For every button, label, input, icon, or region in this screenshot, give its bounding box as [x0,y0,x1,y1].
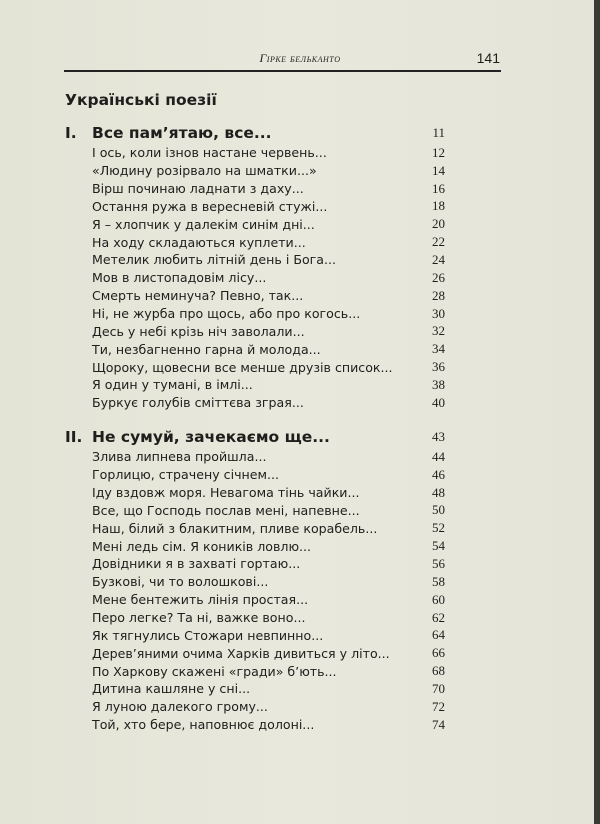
entry-title: Довідники я в захваті гортаю... [92,556,301,572]
entry-title: Мов в листопадовім лісу... [92,270,267,286]
entry-title: Ні, не журба про щось, або про когось... [92,306,361,322]
toc-entry[interactable] [65,555,445,573]
toc-entry[interactable] [65,680,445,698]
book-title: Українські поезії [65,91,217,109]
entry-title: Ти, незбагненно гарна й молода... [92,341,321,357]
entry-page: 22 [432,234,445,250]
section-heading[interactable] [65,426,445,448]
toc-entry[interactable] [65,716,445,734]
toc-entry[interactable] [65,537,445,555]
toc-entry[interactable] [65,251,445,269]
toc-entry[interactable] [65,162,445,180]
entry-page: 46 [432,466,445,482]
entry-page: 54 [432,538,445,554]
entry-page: 50 [432,502,445,518]
entry-title: Я луною далекого грому... [92,699,268,715]
entry-page: 66 [432,645,445,661]
entry-title: На ходу складаються куплети... [92,234,306,250]
toc-entry[interactable] [65,305,445,323]
entry-page: 36 [432,359,445,375]
entry-title: І ось, коли ізнов настане червень... [92,145,327,161]
entry-title: Все, що Господь послав мені, напевне... [92,502,360,518]
running-title: Гірке бельканто [259,51,341,65]
entry-title: Дерев’яними очима Харків дивиться у літо... [92,645,390,661]
entry-title: Метелик любить літній день і Бога... [92,252,337,268]
entry-title: Остання ружа в вересневій стужі... [92,198,328,214]
entry-title: Я один у тумані, в імлі... [92,377,253,393]
entry-page: 18 [432,198,445,214]
entry-page: 58 [432,573,445,589]
entry-page: 52 [432,520,445,536]
section-numeral: II. [65,428,83,446]
toc-entry[interactable] [65,340,445,358]
entry-title: Той, хто бере, наповнює долоні... [92,717,315,733]
toc-entry[interactable] [65,376,445,394]
toc-entry[interactable] [65,358,445,376]
entry-page: 64 [432,627,445,643]
section-page: 11 [432,125,445,140]
toc-entry[interactable] [65,573,445,591]
entry-page: 72 [432,698,445,714]
entry-page: 48 [432,484,445,500]
toc-entry[interactable] [65,198,445,216]
section-title: Все пам’ятаю, все... [92,124,272,142]
entry-title: Смерть неминуча? Певно, так... [92,288,304,304]
entry-title: Бузкові, чи то волошкові... [92,574,269,590]
entry-title: Злива липнева пройшла... [92,449,267,465]
toc-entry[interactable] [65,144,445,162]
toc-entry[interactable] [65,644,445,662]
entry-title: Буркує голубів сміттєва зграя... [92,395,304,411]
toc-section-2 [65,426,445,734]
entry-title: Дитина кашляне у сні... [92,681,251,697]
entry-page: 28 [432,287,445,303]
entry-title: Як тягнулись Стожари невпинно... [92,627,324,643]
entry-title: Мене бентежить лінія простая... [92,592,309,608]
section-heading[interactable] [65,122,445,144]
toc-entry[interactable] [65,502,445,520]
section-numeral: I. [65,124,77,142]
toc-entry[interactable] [65,233,445,251]
toc-entry[interactable] [65,180,445,198]
toc-entry[interactable] [65,215,445,233]
section-title: Не сумуй, зачекаємо ще... [92,428,330,446]
entry-page: 34 [432,341,445,357]
entry-title: Горлицю, страчену січнем... [92,467,279,483]
entry-title: Десь у небі крізь ніч заволали... [92,323,305,339]
entry-title: Вірш починаю ладнати з даху... [92,181,304,197]
entry-page: 62 [432,609,445,625]
entry-title: Щороку, щовесни все менше друзів список... [92,359,393,375]
entry-page: 44 [432,448,445,464]
toc-entry[interactable] [65,698,445,716]
toc-entry[interactable] [65,466,445,484]
header-rule [64,70,501,72]
section-page: 43 [432,429,445,444]
toc-entry[interactable] [65,662,445,680]
entry-page: 32 [432,323,445,339]
entry-title: Перо легке? Та ні, важке воно... [92,610,306,626]
entry-title: По Харкову скажені «гради» б’ють... [92,663,337,679]
entry-title: Наш, білий з блакитним, пливе корабель... [92,520,378,536]
entry-title: Мені ледь сім. Я коників ловлю... [92,538,312,554]
toc-section-1 [65,122,445,412]
entry-page: 20 [432,216,445,232]
entry-page: 56 [432,555,445,571]
toc-entry[interactable] [65,322,445,340]
entry-page: 30 [432,305,445,321]
entry-page: 40 [432,394,445,410]
toc-entry[interactable] [65,394,445,412]
entry-title: Іду вздовж моря. Невагома тінь чайки... [92,485,360,501]
entry-page: 74 [432,716,445,732]
entry-page: 12 [432,144,445,160]
entry-page: 60 [432,591,445,607]
entry-page: 24 [432,251,445,267]
entry-page: 38 [432,376,445,392]
toc-entry[interactable] [65,519,445,537]
toc-entry[interactable] [65,448,445,466]
page-number: 141 [476,50,500,66]
entry-page: 26 [432,269,445,285]
entry-title: Я – хлопчик у далекім синім дні... [92,216,315,232]
toc-entry[interactable] [65,626,445,644]
toc-entry[interactable] [65,269,445,287]
entry-page: 68 [432,663,445,679]
entry-page: 14 [432,162,445,178]
entry-page: 16 [432,180,445,196]
toc-entry[interactable] [65,287,445,305]
entry-title: «Людину розірвало на шматки...» [92,163,317,179]
entry-page: 70 [432,680,445,696]
toc-entry[interactable] [65,609,445,627]
toc-entry[interactable] [65,591,445,609]
toc-entry[interactable] [65,484,445,502]
